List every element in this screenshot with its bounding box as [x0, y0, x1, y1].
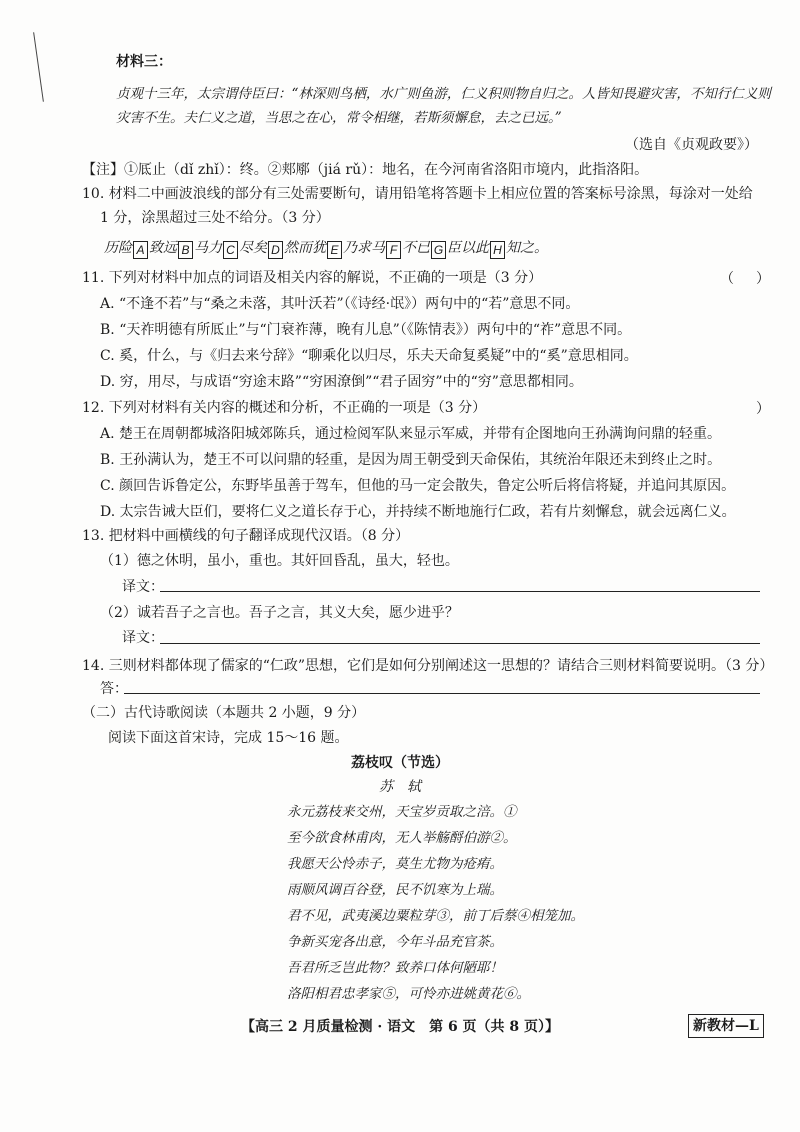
poem-line: 雨顺风调百谷登，民不饥寒为上瑞。 [287, 882, 503, 898]
q13-answer-line-1[interactable] [160, 591, 760, 592]
segment: 不已 [402, 240, 430, 256]
poem-line: 我愿天公怜赤子，莫生尤物为疮痏。 [287, 856, 503, 872]
q13-sentence-2: （2）诚若吾子之言也。吾子之言，其义大矣，愿少进乎？ [100, 605, 459, 621]
q13-stem: 13. 把材料中画横线的句子翻译成现代汉语。（8 分） [82, 528, 410, 544]
q13-answer-label-1: 译文： [122, 579, 164, 595]
q11-option-a[interactable]: A. “不逢不若”与“桑之未落，其叶沃若”（《诗经·氓》）两句中的“若”意思不同。 [100, 296, 580, 312]
material3-line1: 贞观十三年，太宗谓侍臣曰：“林深则鸟栖，水广则鱼游，仁义积则物自归之。人皆知畏避灾害，不知行仁义则 [116, 86, 771, 102]
segment: 知之。 [506, 240, 548, 256]
poem-line: 吾君所乏岂此物？致养口体何陋耶！ [287, 960, 503, 976]
answer-box-b[interactable]: B [178, 241, 193, 259]
q12-answer-paren-close: ） [756, 401, 770, 417]
material3-heading: 材料三： [116, 54, 172, 70]
poem-title: 荔枝叹（节选） [351, 755, 449, 771]
segment: 马力 [194, 240, 222, 256]
q12-stem: 12. 下列对材料有关内容的概述和分析，不正确的一项是（3 分） [82, 400, 487, 416]
q10-line1: 10. 材料二中画波浪线的部分有三处需要断句，请用铅笔将答题卡上相应位置的答案标号涂黑，每涂对一处给 [82, 186, 753, 202]
q12-option-b[interactable]: B. 王孙满认为，楚王不可以问鼎的轻重，是因为周王朝受到天命保佑，其统治年限还未到终止之时。 [100, 452, 722, 468]
q11-answer-paren-close: ） [756, 271, 770, 287]
note: 【注】①厎止（dǐ zhǐ）：终。②郏鄏（jiá rǔ）：地名，在今河南省洛阳市境内，此指洛阳。 [82, 162, 649, 178]
q12-option-a[interactable]: A. 楚王在周朝都城洛阳城郊陈兵，通过检阅军队来显示军威，并带有企图地向王孙满询问鼎的轻重。 [100, 426, 722, 442]
q11-option-d[interactable]: D. 穷，用尽，与成语“穷途末路”“穷困潦倒”“君子固穷”中的“穷”意思都相同。 [100, 374, 583, 390]
poem-line: 君不见，武夷溪边粟粒芽③，前丁后蔡④相笼加。 [287, 908, 584, 924]
q14-answer-line[interactable] [124, 693, 760, 694]
poem-line: 洛阳相君忠孝家⑤，可怜亦进姚黄花⑥。 [287, 986, 530, 1002]
answer-box-d[interactable]: D [268, 241, 283, 259]
q10-line2: 1 分，涂黑超过三处不给分。（3 分） [100, 210, 330, 226]
answer-box-h[interactable]: H [490, 241, 505, 259]
q13-answer-label-2: 译文： [122, 630, 164, 646]
q14-answer-label: 答： [100, 681, 128, 697]
part2-instruction: 阅读下面这首宋诗，完成 15～16 题。 [108, 730, 349, 746]
q10-sentence [104, 238, 548, 259]
page-footer: 【高三 2 月质量检测 · 语文 第 6 页（共 8 页）】 [240, 1019, 560, 1035]
q13-sentence-1: （1）德之休明，虽小，重也。其奸回昏乱，虽大，轻也。 [100, 553, 459, 569]
answer-box-g[interactable]: G [431, 241, 446, 259]
answer-box-c[interactable]: C [223, 241, 238, 259]
segment: 乃求马 [343, 240, 385, 256]
q11-stem: 11. 下列对材料中加点的词语及相关内容的解说，不正确的一项是（3 分） [82, 270, 543, 286]
q11-option-c[interactable]: C. 奚，什么，与《归去来兮辞》“聊乘化以归尽，乐夫天命复奚疑”中的“奚”意思相同。 [100, 348, 638, 364]
q12-option-d[interactable]: D. 太宗告诫大臣们，要将仁义之道长存于心，并持续不断地施行仁政，若有片刻懈怠，就会远离仁义。 [100, 504, 736, 520]
answer-box-a[interactable]: A [133, 241, 148, 259]
edition-badge: 新教材—L [688, 1014, 764, 1038]
segment: 历险 [104, 240, 132, 256]
q12-option-c[interactable]: C. 颜回告诉鲁定公，东野毕虽善于驾车，但他的马一定会散失，鲁定公听后将信将疑，并追问其原因。 [100, 478, 736, 494]
material3-source: （选自《贞观政要》） [625, 137, 758, 153]
scan-edge-mark [33, 32, 44, 101]
poem-line: 永元荔枝来交州，天宝岁贡取之涪。① [287, 804, 517, 820]
q13-answer-line-2[interactable] [160, 643, 760, 644]
segment: 然而犹 [284, 240, 326, 256]
segment: 尽矣 [239, 240, 267, 256]
part2-heading: （二）古代诗歌阅读（本题共 2 小题，9 分） [82, 705, 366, 721]
q11-answer-paren-open: （ [720, 271, 734, 287]
poem-line: 至今欲食林甫肉，无人举觞酹伯游②。 [287, 830, 517, 846]
segment: 致远 [149, 240, 177, 256]
answer-box-f[interactable]: F [386, 241, 401, 259]
poem-line: 争新买宠各出意，今年斗品充官茶。 [287, 934, 503, 950]
q11-option-b[interactable]: B. “天祚明德有所厎止”与“门衰祚薄，晚有儿息”（《陈情表》）两句中的“祚”意思不同。 [100, 322, 632, 338]
segment: 臣以此 [447, 240, 489, 256]
material3-line2: 灾害不生。夫仁义之道，当思之在心，常令相继，若斯须懈怠，去之已远。” [116, 110, 562, 126]
q14-stem: 14. 三则材料都体现了儒家的“仁政”思想，它们是如何分别阐述这一思想的？请结合三则材料简要说明。（3 分） [82, 658, 774, 674]
poem-author: 苏 轼 [379, 779, 421, 795]
answer-box-e[interactable]: E [327, 241, 342, 259]
